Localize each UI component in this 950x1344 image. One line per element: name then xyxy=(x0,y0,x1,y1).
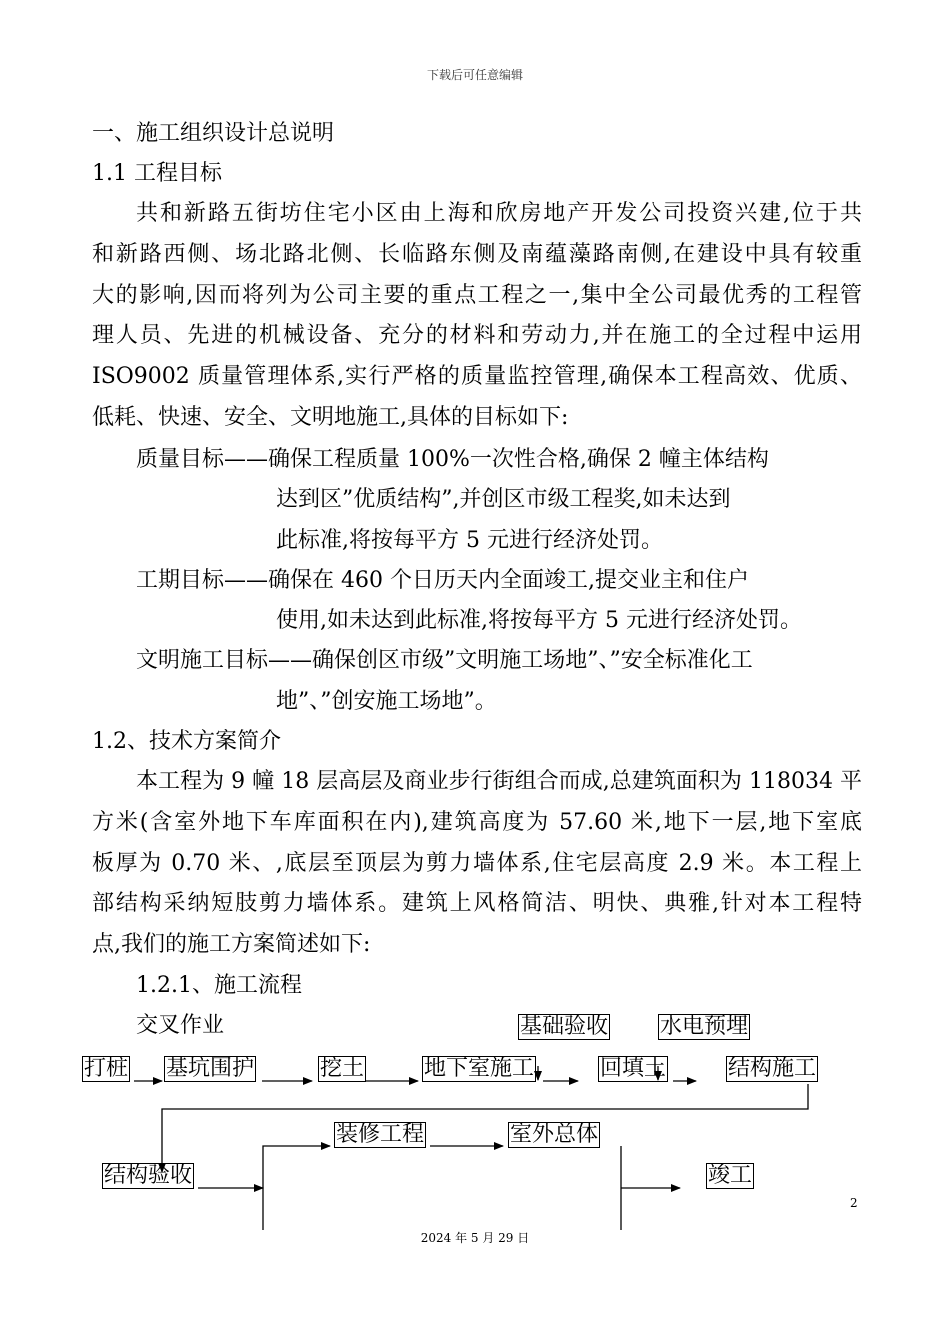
subsection-tech: 1.2、技术方案简介 xyxy=(92,729,281,754)
subsection-flow: 1.2.1、施工流程 xyxy=(136,973,302,998)
paragraph-line: 本工程为 9 幢 18 层高层及商业步行街组合而成,总建筑面积为 118034 平 xyxy=(136,769,862,794)
paragraph-line: 方米(含室外地下车库面积在内),建筑高度为 57.60 米,地下一层,地下室底 xyxy=(92,809,862,835)
flow-hydro-embed: 水电预埋 xyxy=(660,1014,749,1039)
quality-goal-line2: 达到区”优质结构”,并创区市级工程奖,如未达到 xyxy=(276,487,731,512)
flow-outdoor: 室外总体 xyxy=(510,1122,599,1147)
quality-goal-line1: 质量目标——确保工程质量 100%一次性合格,确保 2 幢主体结构 xyxy=(136,447,769,472)
connector-structure-return xyxy=(162,1084,808,1172)
flow-piling: 打桩 xyxy=(84,1056,129,1081)
civil-goal-line2: 地”、”创安施工场地”。 xyxy=(276,689,497,714)
civil-goal-line1: 文明施工目标——确保创区市级”文明施工场地”、”安全标准化工 xyxy=(136,648,753,673)
flow-structure-accept: 结构验收 xyxy=(104,1163,193,1188)
footer-date: 2024 年 5 月 29 日 xyxy=(420,1231,530,1245)
paragraph-line: 大的影响,因而将列为公司主要的重点工程之一,集中全公司最优秀的工程管 xyxy=(92,282,862,308)
flow-cross-label: 交叉作业 xyxy=(136,1013,225,1038)
paragraph-line: 和新路西侧、场北路北侧、长临路东侧及南蕴藻路南侧,在建设中具有较重 xyxy=(92,241,862,267)
flow-pit-support: 基坑围护 xyxy=(166,1056,255,1081)
flow-completion: 竣工 xyxy=(708,1163,753,1188)
section-title: 一、施工组织设计总说明 xyxy=(92,121,335,146)
paragraph-line: 低耗、快速、安全、文明地施工,具体的目标如下: xyxy=(92,404,569,430)
paragraph-line: 部结构采纳短肢剪力墙体系。建筑上风格简洁、明快、典雅,针对本工程特 xyxy=(92,891,862,917)
paragraph-line: 点,我们的施工方案简述如下: xyxy=(92,932,371,958)
quality-goal-line3: 此标准,将按每平方 5 元进行经济处罚。 xyxy=(276,528,663,553)
paragraph-line: 理人员、先进的机械设备、充分的材料和劳动力,并在施工的全过程中运用 xyxy=(92,323,862,349)
flow-excavation: 挖土 xyxy=(320,1056,365,1081)
header-note: 下载后可任意编辑 xyxy=(426,68,523,82)
flow-structure: 结构施工 xyxy=(728,1056,817,1081)
flow-decoration: 装修工程 xyxy=(336,1122,425,1147)
connector-branch-left xyxy=(263,1146,330,1230)
subsection-goals: 1.1 工程目标 xyxy=(92,161,222,186)
flow-foundation-accept: 基础验收 xyxy=(520,1014,609,1039)
flow-basement: 地下室施工 xyxy=(424,1056,535,1081)
paragraph-line: ISO9002 质量管理体系,实行严格的质量监控管理,确保本工程高效、优质、 xyxy=(92,364,862,390)
period-goal-line1: 工期目标——确保在 460 个日历天内全面竣工,提交业主和住户 xyxy=(136,568,749,593)
paragraph-line: 板厚为 0.70 米、,底层至顶层为剪力墙体系,住宅层高度 2.9 米。本工程上 xyxy=(92,850,862,876)
period-goal-line2: 使用,如未达到此标准,将按每平方 5 元进行经济处罚。 xyxy=(276,608,802,633)
page-number: 2 xyxy=(850,1196,858,1210)
flow-backfill: 回填土 xyxy=(600,1056,667,1081)
paragraph-line: 共和新路五街坊住宅小区由上海和欣房地产开发公司投资兴建,位于共 xyxy=(136,201,862,226)
